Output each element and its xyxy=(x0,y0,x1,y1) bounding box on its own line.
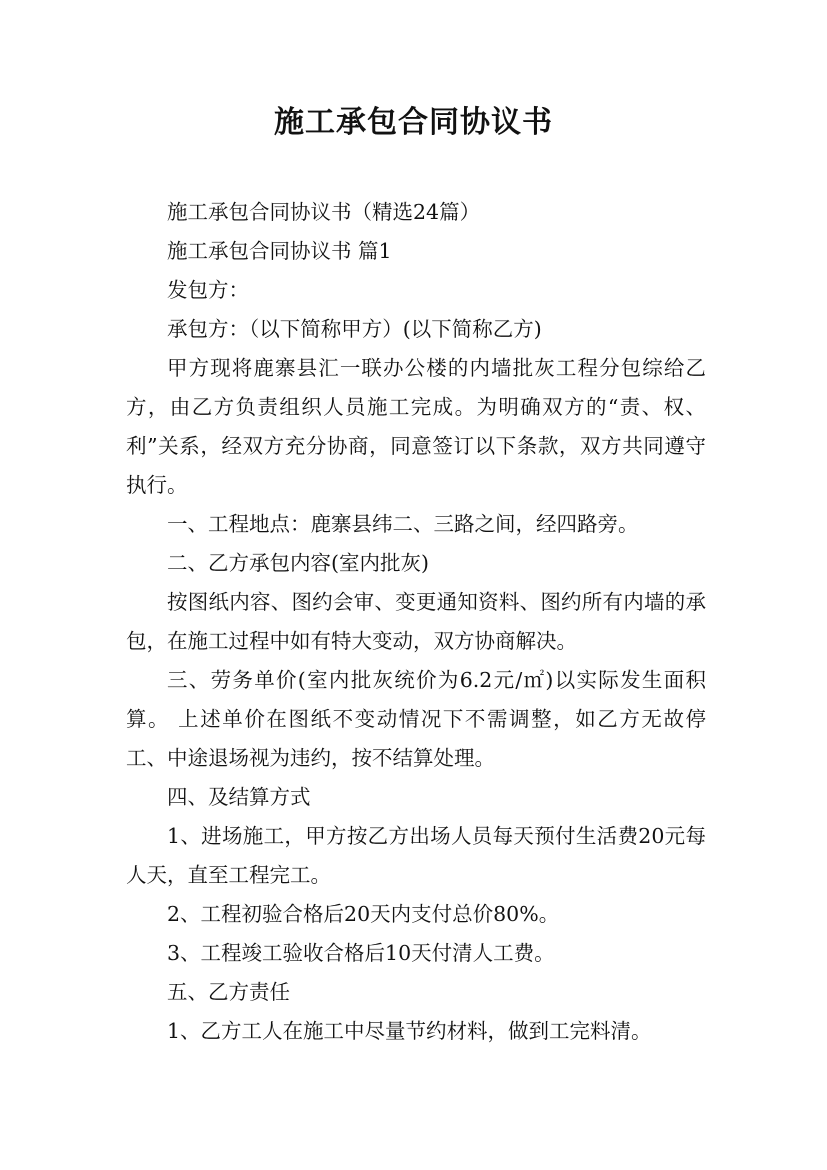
document-body xyxy=(126,193,706,1051)
paragraph-clause-2-detail: 按图纸内容、图约会审、变更通知资料、图约所有内墙的承包，在施工过程中如有特大变动，双方协商解决。 xyxy=(126,590,706,653)
document-title: 施工承包合同协议书 xyxy=(274,105,553,140)
paragraph-clause-2: 二、乙方承包内容(室内批灰) xyxy=(167,551,429,575)
paragraph-contractor: 承包方：（以下简称甲方）(以下简称乙方) xyxy=(167,317,542,341)
paragraph-clause-4-item-3: 3、工程竣工验收合格后10天付清人工费。 xyxy=(167,941,555,965)
paragraph-clause-3: 三、劳务单价(室内批灰统价为6.2元/㎡)以实际发生面积算。 上述单价在图纸不变动情况下不需调整，如乙方无故停工、中途退场视为违约，按不结算处理。 xyxy=(126,668,706,770)
paragraph-clause-5: 五、乙方责任 xyxy=(167,980,290,1004)
paragraph-intro: 甲方现将鹿寨县汇一联办公楼的内墙批灰工程分包综给乙方，由乙方负责组织人员施工完成。为明确双方的“责、权、利”关系，经双方充分协商，同意签订以下条款，双方共同遵守执行。 xyxy=(126,356,706,497)
paragraph-issuer: 发包方： xyxy=(167,278,249,302)
paragraph-section-heading: 施工承包合同协议书 篇1 xyxy=(167,239,392,263)
paragraph-clause-4-item-2: 2、工程初验合格后20天内支付总价80%。 xyxy=(167,902,560,926)
paragraph-clause-1: 一、工程地点：鹿寨县纬二、三路之间，经四路旁。 xyxy=(167,512,639,536)
paragraph-clause-5-item-1: 1、乙方工人在施工中尽量节约材料，做到工完料清。 xyxy=(167,1019,652,1043)
paragraph-clause-4-item-1: 1、进场施工，甲方按乙方出场人员每天预付生活费20元每人天，直至工程完工。 xyxy=(126,824,706,887)
paragraph-subtitle: 施工承包合同协议书（精选24篇） xyxy=(167,200,481,224)
paragraph-clause-4: 四、及结算方式 xyxy=(167,785,311,809)
